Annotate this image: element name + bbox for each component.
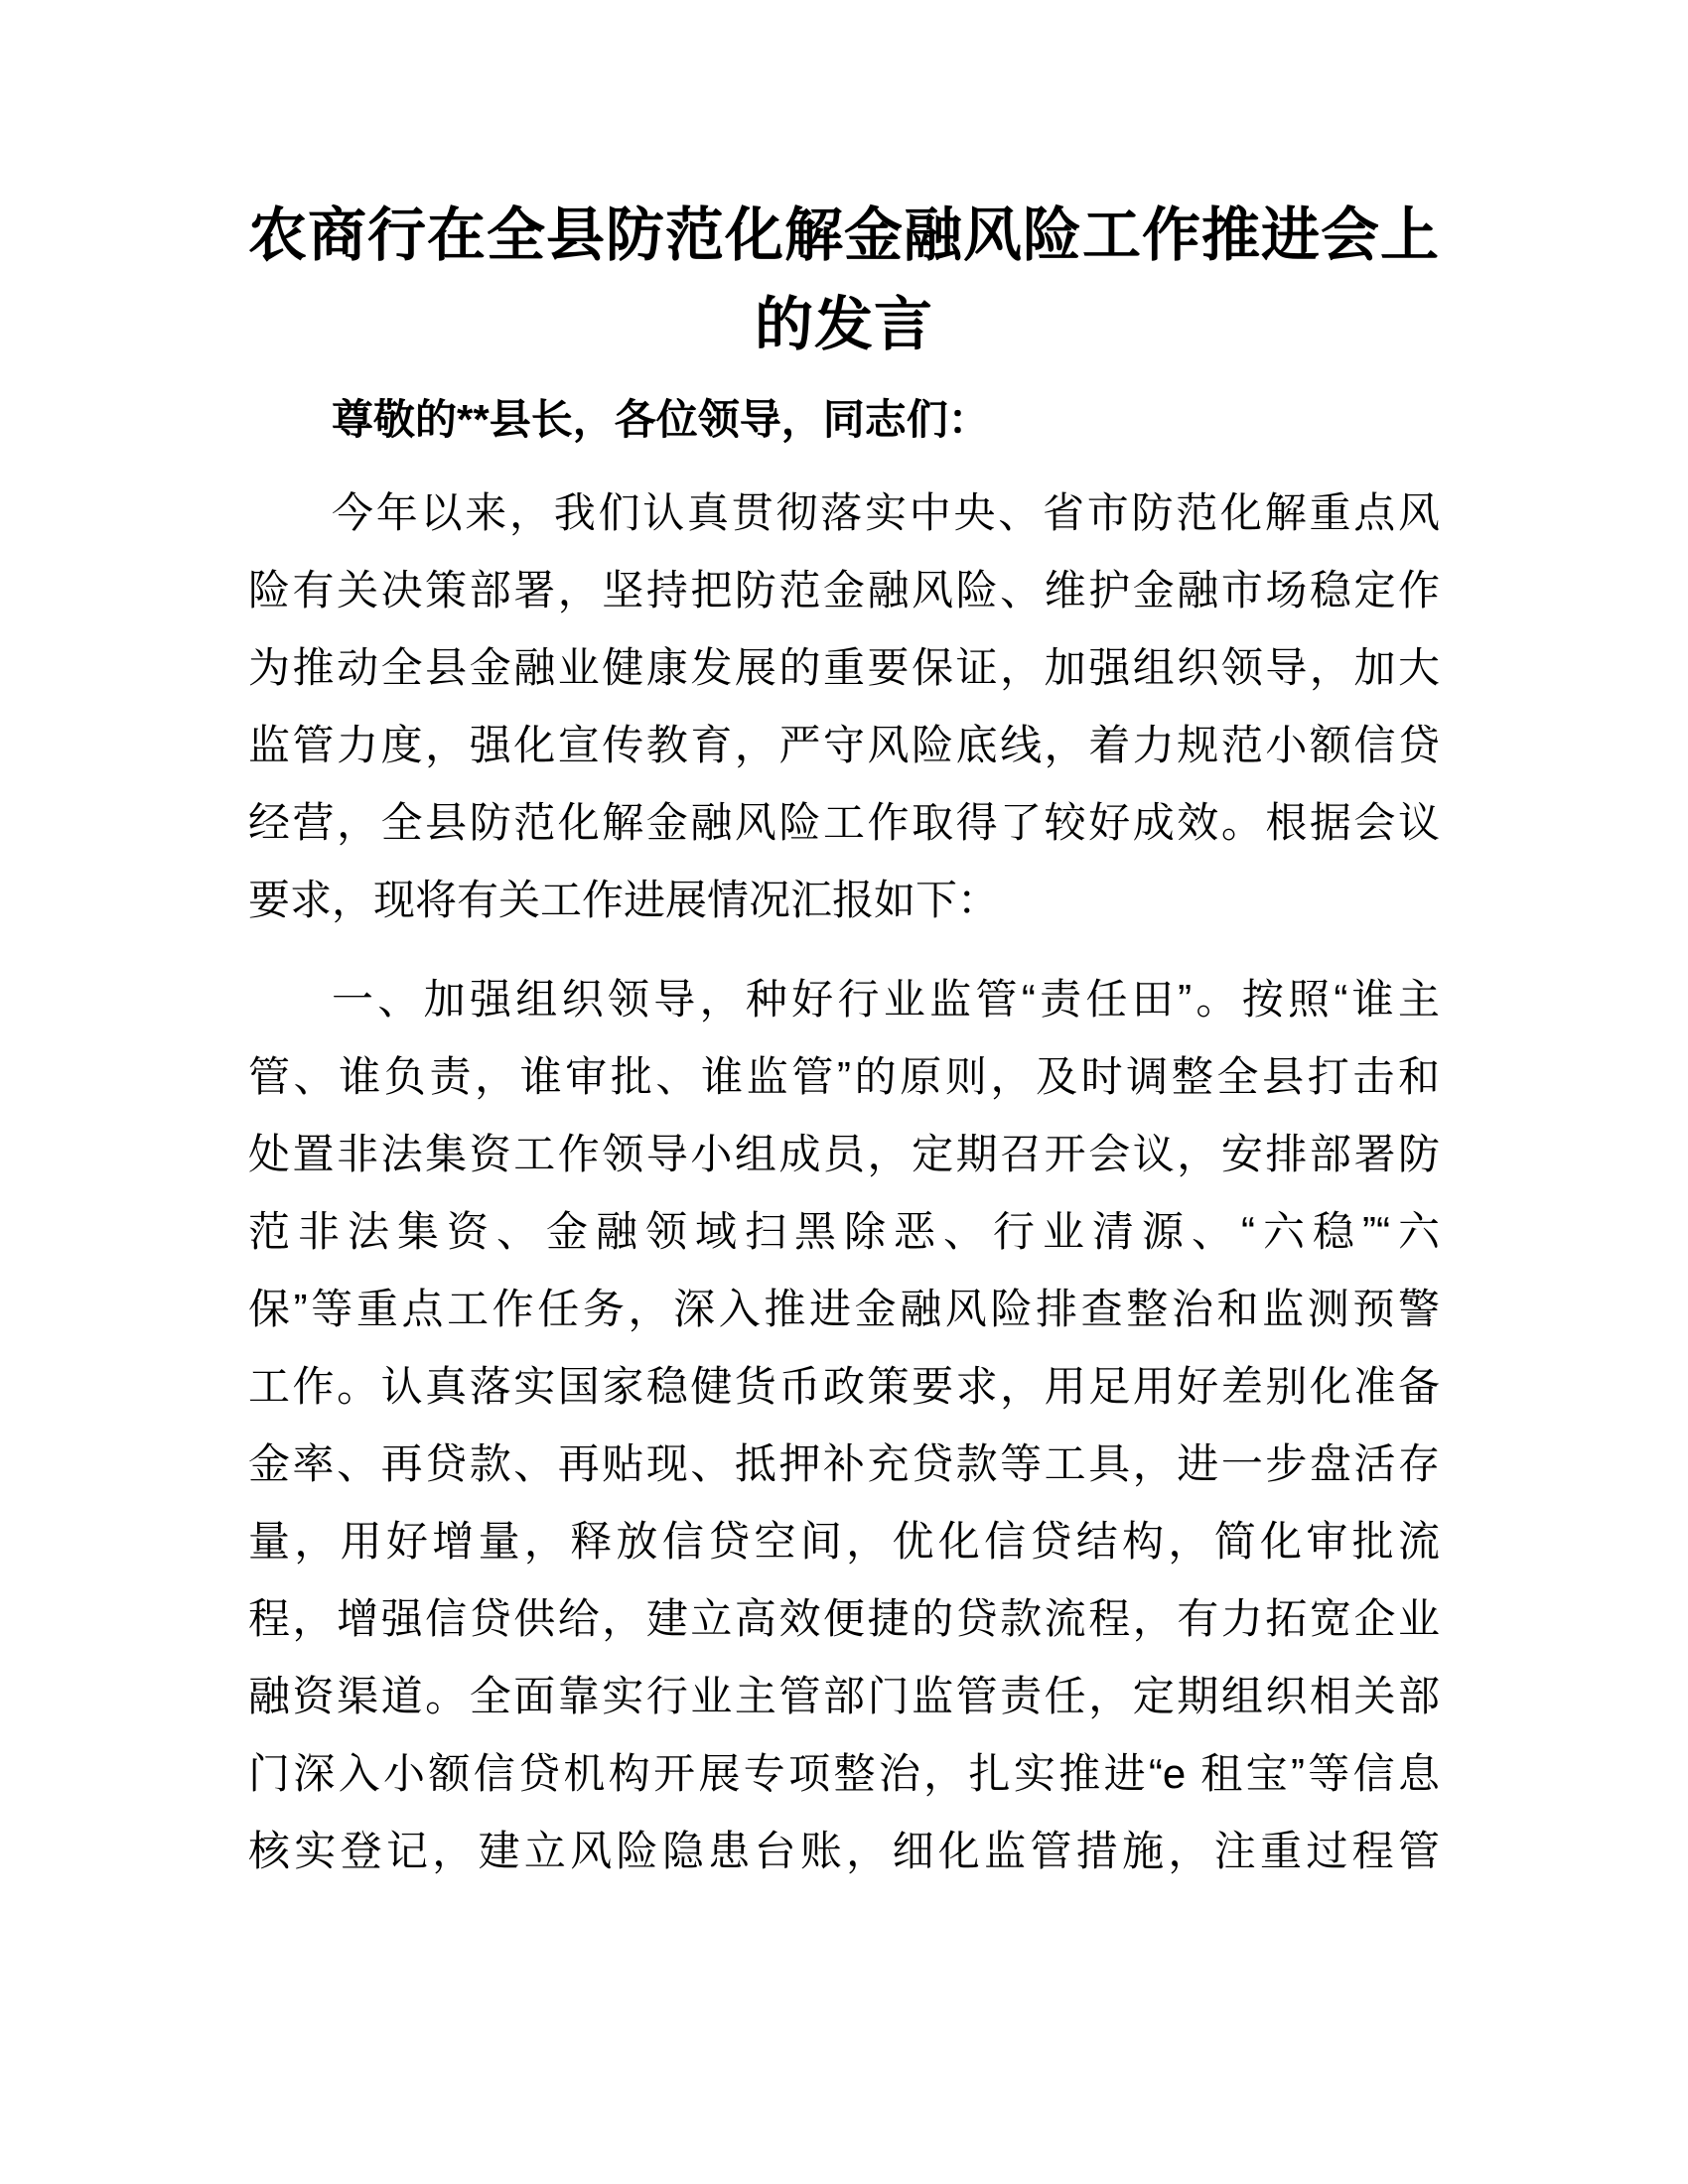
paragraph-2-line-1: 一、加强组织领导，种好行业监管“责任田”。按照“谁主 xyxy=(332,976,1440,1023)
paragraph-2-line-6: 工作。认真落实国家稳健货币政策要求，用足用好差别化准备 xyxy=(248,1363,1440,1410)
paragraph-2-line-8: 量，用好增量，释放信贷空间，优化信贷结构，简化审批流 xyxy=(248,1518,1440,1565)
paragraph-2-line-5: 保”等重点工作任务，深入推进金融风险排查整治和监测预警 xyxy=(248,1286,1440,1332)
salutation-line: 尊敬的**县长，各位领导，同志们： xyxy=(332,396,990,443)
paragraph-1-line-3: 为推动全县金融业健康发展的重要保证，加强组织领导，加大 xyxy=(248,644,1440,691)
paragraph-2-line-12: 核实登记，建立风险隐患台账，细化监管措施，注重过程管 xyxy=(248,1828,1440,1874)
paragraph-1-line-6: 要求，现将有关工作进展情况汇报如下： xyxy=(248,877,1000,923)
paragraph-1-line-5: 经营，全县防范化解金融风险工作取得了较好成效。根据会议 xyxy=(248,799,1440,846)
paragraph-2-line-2: 管、谁负责，谁审批、谁监管”的原则，及时调整全县打击和 xyxy=(248,1053,1440,1100)
paragraph-2-line-3: 处置非法集资工作领导小组成员，定期召开会议，安排部署防 xyxy=(248,1131,1440,1177)
paragraph-2-line-9: 程，增强信贷供给，建立高效便捷的贷款流程，有力拓宽企业 xyxy=(248,1595,1440,1642)
paragraph-2-line-10: 融资渠道。全面靠实行业主管部门监管责任，定期组织相关部 xyxy=(248,1673,1440,1719)
document-title xyxy=(248,191,1440,369)
title-line-2: 的发言 xyxy=(754,292,933,357)
paragraph-1 xyxy=(248,475,1440,939)
paragraph-1-line-2: 险有关决策部署，坚持把防范金融风险、维护金融市场稳定作 xyxy=(248,567,1440,614)
paragraph-2-line-11: 门深入小额信贷机构开展专项整治，扎实推进“e 租宝”等信息 xyxy=(248,1750,1440,1797)
title-line-1: 农商行在全县防范化解金融风险工作推进会上 xyxy=(248,203,1441,268)
paragraph-2-line-4: 范非法集资、金融领域扫黑除恶、行业清源、“六稳”“六 xyxy=(248,1208,1440,1255)
paragraph-1-line-1: 今年以来，我们认真贯彻落实中央、省市防范化解重点风 xyxy=(332,489,1440,536)
paragraph-2 xyxy=(248,961,1440,1890)
paragraph-1-line-4: 监管力度，强化宣传教育，严守风险底线，着力规范小额信贷 xyxy=(248,722,1440,768)
paragraph-2-line-7: 金率、再贷款、再贴现、抵押补充贷款等工具，进一步盘活存 xyxy=(248,1440,1440,1487)
